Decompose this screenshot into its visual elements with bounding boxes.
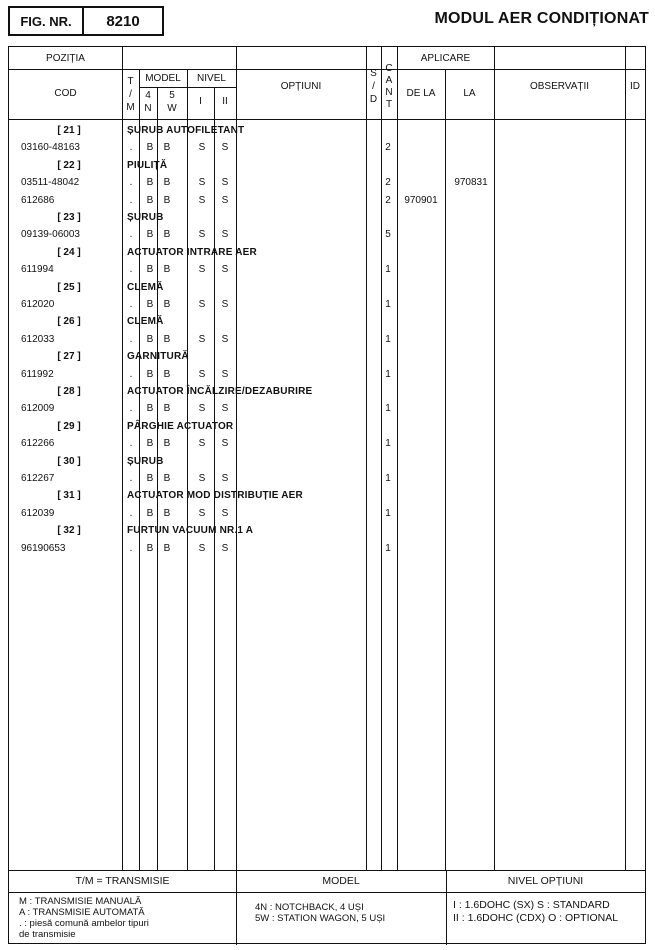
item-quantity: 5	[385, 229, 391, 241]
item-nivel-2: S	[221, 142, 229, 154]
item-tm: .	[129, 333, 133, 345]
item-quantity: 2	[385, 177, 391, 189]
item-model-4n: B	[146, 229, 154, 241]
item-quantity: 1	[385, 264, 391, 276]
parts-table	[8, 46, 646, 944]
item-quantity: 1	[385, 403, 391, 415]
legend-model-title: MODEL	[322, 875, 360, 887]
part-name: PIULIȚĂ	[127, 159, 168, 171]
part-ref: [ 26 ]	[57, 316, 81, 328]
part-ref: [ 30 ]	[57, 455, 81, 467]
item-model-5w: B	[163, 403, 171, 415]
part-name: ȘURUB	[127, 455, 164, 467]
part-item-row	[9, 505, 645, 522]
part-heading-row	[9, 313, 645, 330]
pozitia-divider	[9, 69, 122, 70]
item-quantity: 2	[385, 142, 391, 154]
item-tm: .	[129, 194, 133, 206]
item-code: 612686	[21, 194, 55, 206]
header-sd-slash: /	[372, 81, 375, 92]
item-tm: .	[129, 177, 133, 189]
item-date-to: 970831	[454, 177, 488, 189]
item-quantity: 1	[385, 438, 391, 450]
header-t: T	[127, 76, 134, 87]
item-nivel-2: S	[221, 194, 229, 206]
part-ref: [ 32 ]	[57, 525, 81, 537]
header-cant-a: A	[385, 75, 393, 86]
part-item-row	[9, 261, 645, 278]
item-nivel-2: S	[221, 368, 229, 380]
item-quantity: 1	[385, 507, 391, 519]
item-model-5w: B	[163, 299, 171, 310]
legend-nivel-line: I : 1.6DOHC (SX) S : STANDARD	[453, 899, 610, 911]
legend-nivel-line: II : 1.6DOHC (CDX) O : OPTIONAL	[453, 912, 619, 924]
item-nivel-2: S	[221, 507, 229, 519]
item-model-4n: B	[146, 333, 154, 345]
item-nivel-1: S	[198, 177, 206, 189]
item-nivel-2: S	[221, 333, 229, 345]
item-nivel-1: S	[198, 507, 206, 519]
item-quantity: 1	[385, 368, 391, 380]
item-quantity: 2	[385, 194, 391, 206]
legend-model-line: 5W : STATION WAGON, 5 UȘI	[255, 913, 386, 924]
item-quantity: 1	[385, 299, 391, 310]
part-name: ACTUATOR MOD DISTRIBUȚIE AER	[127, 490, 303, 502]
item-quantity: 1	[385, 473, 391, 484]
item-model-5w: B	[163, 438, 171, 450]
item-tm: .	[129, 542, 133, 554]
item-code: 612266	[21, 438, 55, 450]
item-code: 96190653	[21, 542, 66, 554]
item-nivel-2: S	[221, 542, 229, 554]
part-item-row	[9, 192, 645, 209]
part-name: CLEMĂ	[127, 316, 164, 328]
header-model: MODEL	[145, 73, 181, 84]
part-item-row	[9, 226, 645, 243]
item-code: 612020	[21, 299, 55, 310]
item-code: 611992	[21, 368, 54, 380]
part-heading-row	[9, 487, 645, 504]
part-heading-row	[9, 244, 645, 261]
item-nivel-1: S	[198, 542, 206, 554]
part-ref: [ 29 ]	[57, 420, 81, 432]
part-heading-row	[9, 279, 645, 296]
item-nivel-2: S	[221, 264, 229, 276]
item-tm: .	[129, 473, 133, 484]
legend-tm-line: de transmisie	[19, 929, 76, 940]
item-date-from: 970901	[404, 194, 438, 206]
legend-model-line: 4N : NOTCHBACK, 4 UȘI	[255, 902, 364, 913]
part-heading-row	[9, 453, 645, 470]
part-heading-row	[9, 348, 645, 365]
item-model-4n: B	[146, 368, 154, 380]
part-ref: [ 23 ]	[57, 212, 81, 223]
item-tm: .	[129, 368, 133, 380]
legend-tm-line: A : TRANSMISIE AUTOMATĂ	[19, 907, 145, 918]
item-model-4n: B	[146, 142, 154, 154]
part-heading-row	[9, 122, 645, 139]
item-model-4n: B	[146, 264, 154, 276]
item-tm: .	[129, 507, 133, 519]
part-heading-row	[9, 383, 645, 400]
part-heading-row	[9, 157, 645, 174]
item-code: 09139-06003	[21, 229, 80, 241]
part-ref: [ 24 ]	[57, 246, 81, 258]
legend-tm-line: . : piesă comună ambelor tipuri	[19, 918, 149, 929]
item-model-4n: B	[146, 299, 154, 310]
item-nivel-1: S	[198, 299, 206, 310]
part-ref: [ 27 ]	[57, 351, 81, 363]
item-nivel-2: S	[221, 299, 229, 310]
header-bottom-line	[9, 119, 645, 120]
item-model-4n: B	[146, 403, 154, 415]
header-aplicare: APLICARE	[420, 53, 471, 64]
header-cant-c: C	[385, 63, 393, 74]
item-model-4n: B	[146, 194, 154, 206]
header-nivel: NIVEL	[197, 73, 226, 84]
item-nivel-1: S	[198, 142, 206, 154]
item-nivel-1: S	[198, 194, 206, 206]
item-code: 612039	[21, 507, 55, 519]
item-tm: .	[129, 142, 133, 154]
part-item-row	[9, 400, 645, 417]
item-nivel-2: S	[221, 177, 229, 189]
part-name: GARNITURĂ	[127, 351, 189, 363]
header-cant-n: N	[385, 87, 393, 98]
part-item-row	[9, 174, 645, 191]
item-nivel-1: S	[198, 438, 206, 450]
item-tm: .	[129, 264, 133, 276]
part-heading-row	[9, 418, 645, 435]
header-slash: /	[129, 89, 132, 100]
part-name: ȘURUB AUTOFILETANT	[127, 125, 245, 136]
item-model-5w: B	[163, 368, 171, 380]
header-model-n: N	[144, 103, 152, 114]
item-nivel-1: S	[198, 403, 206, 415]
header-model-4: 4	[145, 90, 151, 101]
item-code: 612009	[21, 403, 55, 415]
item-model-5w: B	[163, 473, 171, 484]
header-nivel-2: II	[222, 96, 228, 107]
item-model-4n: B	[146, 507, 154, 519]
item-model-5w: B	[163, 542, 171, 554]
item-model-4n: B	[146, 542, 154, 554]
legend-nivel-title: NIVEL OPȚIUNI	[507, 875, 584, 887]
item-code: 612033	[21, 333, 55, 345]
part-ref: [ 25 ]	[57, 281, 81, 293]
item-quantity: 1	[385, 333, 391, 345]
item-model-5w: B	[163, 229, 171, 241]
item-code: 03511-48042	[21, 177, 80, 189]
part-name: CLEMĂ	[127, 281, 164, 293]
part-item-row	[9, 139, 645, 156]
header-optiuni: OPȚIUNI	[280, 81, 322, 92]
item-model-4n: B	[146, 438, 154, 450]
header-model-w: W	[167, 103, 177, 114]
part-item-row	[9, 366, 645, 383]
header-id: ID	[630, 81, 640, 92]
figure-label: FIG. NR.	[10, 8, 84, 34]
item-nivel-1: S	[198, 333, 206, 345]
header-la: LA	[463, 88, 476, 99]
part-name: ȘURUB	[127, 212, 164, 223]
item-model-5w: B	[163, 333, 171, 345]
header-pozitia: POZIȚIA	[46, 53, 85, 64]
item-nivel-2: S	[221, 229, 229, 241]
item-nivel-2: S	[221, 438, 229, 450]
item-nivel-1: S	[198, 368, 206, 380]
part-heading-row	[9, 522, 645, 539]
item-model-5w: B	[163, 177, 171, 189]
part-ref: [ 21 ]	[57, 125, 81, 136]
header-observatii: OBSERVAȚII	[529, 81, 590, 92]
part-item-row	[9, 470, 645, 487]
part-item-row	[9, 296, 645, 313]
header-model-5: 5	[169, 90, 175, 101]
part-item-row	[9, 331, 645, 348]
page-title: MODUL AER CONDIȚIONAT	[434, 10, 649, 27]
item-model-5w: B	[163, 264, 171, 276]
header-m: M	[126, 102, 135, 113]
item-model-5w: B	[163, 507, 171, 519]
item-tm: .	[129, 438, 133, 450]
part-item-row	[9, 540, 645, 557]
legend-top-line	[9, 870, 645, 871]
item-nivel-1: S	[198, 229, 206, 241]
legend-tm-title: T/M = TRANSMISIE	[75, 875, 170, 887]
item-nivel-1: S	[198, 473, 206, 484]
item-nivel-1: S	[198, 264, 206, 276]
figure-number: 8210	[106, 12, 140, 30]
item-tm: .	[129, 299, 133, 310]
header-cant-t: T	[385, 99, 393, 110]
legend-tm-line: M : TRANSMISIE MANUALĂ	[19, 896, 142, 907]
part-name: ACTUATOR ÎNCĂLZIRE/DEZABURIRE	[127, 386, 313, 397]
item-code: 611994	[21, 264, 54, 276]
figure-number-box	[8, 6, 164, 36]
item-code: 612267	[21, 473, 55, 484]
header-cod: COD	[54, 88, 77, 99]
part-name: PÂRGHIE ACTUATOR	[127, 420, 234, 432]
part-ref: [ 31 ]	[57, 490, 81, 502]
part-item-row	[9, 435, 645, 452]
header-sd-s: S	[370, 68, 377, 79]
part-name: ACTUATOR INTRARE AER	[127, 246, 257, 258]
item-tm: .	[129, 403, 133, 415]
header-sd-d: D	[369, 94, 378, 105]
item-nivel-2: S	[221, 403, 229, 415]
header-nivel-1: I	[199, 96, 202, 107]
legend-header-line	[9, 892, 645, 893]
item-quantity: 1	[385, 542, 391, 554]
part-ref: [ 22 ]	[57, 159, 81, 171]
item-model-4n: B	[146, 177, 154, 189]
item-model-5w: B	[163, 142, 171, 154]
part-heading-row	[9, 209, 645, 226]
item-nivel-2: S	[221, 473, 229, 484]
part-name: FURTUN VACUUM NR.1 A	[127, 525, 254, 537]
item-model-5w: B	[163, 194, 171, 206]
item-model-4n: B	[146, 473, 154, 484]
part-ref: [ 28 ]	[57, 386, 81, 397]
item-code: 03160-48163	[21, 142, 80, 154]
header-de-la: DE LA	[406, 88, 436, 99]
item-tm: .	[129, 229, 133, 241]
